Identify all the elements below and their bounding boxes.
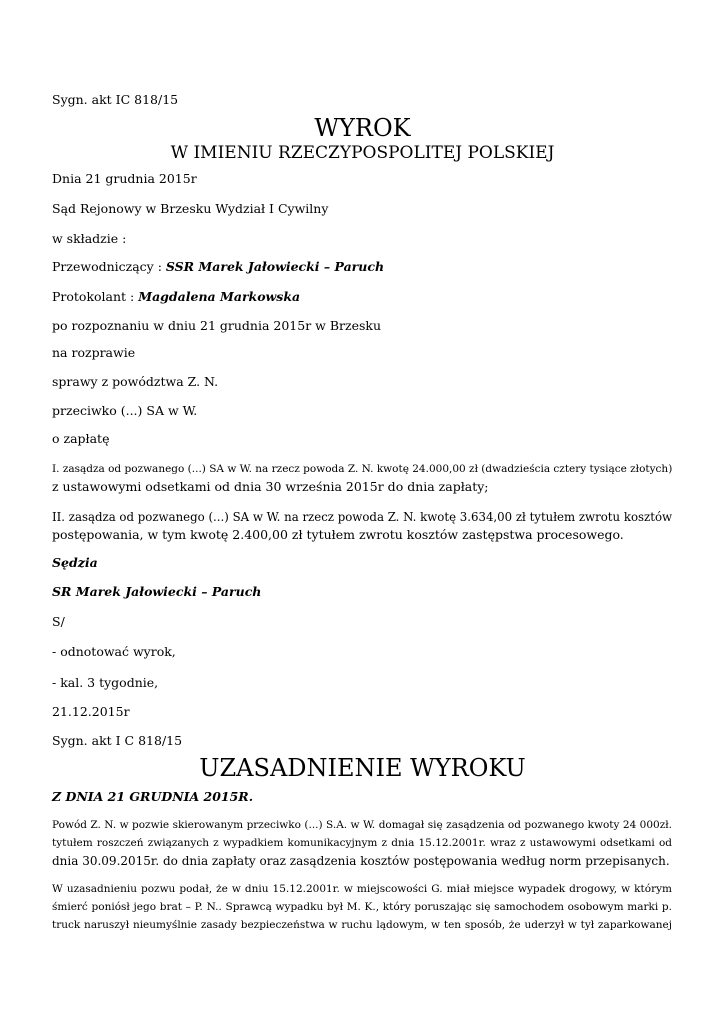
verdict-point-1-line: I. zasądza od pozwanego (...) SA w W. na rzecz powoda Z. N. kwotę 24.000,00 zł (dwadzieścia cztery tysiące złotych) [52,463,673,475]
justification-title: UZASADNIENIE WYROKU [199,754,526,782]
paragraph-2-line: W uzasadnieniu pozwu podał, że w dniu 15.12.2001r. w miejscowości G. miał miejsce wypadek drogowy, w którym [52,883,672,895]
justification-paragraph-1 [52,816,672,870]
paragraph-1-line: tytułem roszczeń związanych z wypadkiem komunikacyjnym z dnia 15.12.2001r. wraz z ustawowymi odsetkami od [52,837,672,849]
judge-name: SR Marek Jałowiecki – Paruch [52,584,262,599]
note-calendar: - kal. 3 tygodnie, [52,675,159,690]
paragraph-2-line: truck naruszył nieumyślnie zasady bezpieczeństwa w ruchu lądowym, w ten sposób, że uderzył w tył zaparkowanej [52,919,672,931]
hearing-type: na rozprawie [52,345,136,360]
chair-label: Przewodniczący : [52,259,166,274]
verdict-point-2-line: II. zasądza od pozwanego (...) SA w W. na rzecz powoda Z. N. kwotę 3.634,00 zł tytułem zwrotu kosztów [52,510,673,524]
court-name: Sąd Rejonowy w Brzesku Wydział I Cywilny [52,201,329,216]
clerk-line [52,289,300,305]
justification-paragraph-2 [52,880,672,934]
clerk-label: Protokolant : [52,289,139,304]
chair-name: SSR Marek Jałowiecki – Paruch [165,259,385,274]
s-mark: S/ [52,614,65,629]
against-line: przeciwko (...) SA w W. [52,403,198,418]
case-from: sprawy z powództwa Z. N. [52,374,219,389]
subject-line: o zapłatę [52,431,110,446]
note-date: 21.12.2015r [52,704,130,719]
composition-label: w składzie : [52,231,127,246]
verdict-date: Dnia 21 grudnia 2015r [52,171,197,186]
verdict-point-2-line: postępowania, w tym kwotę 2.400,00 zł tytułem zwrotu kosztów zastępstwa procesowego. [52,527,624,542]
verdict-point-1-line: z ustawowymi odsetkami od dnia 30 września 2015r do dnia zapłaty; [52,479,489,494]
note-record: - odnotować wyrok, [52,644,176,659]
paragraph-1-line: Powód Z. N. w pozwie skierowanym przeciwko (...) S.A. w W. domagał się zasądzenia od pozwanego kwoty 24 000zł. [52,819,672,831]
chair-line [52,259,384,275]
verdict-title: WYROK [314,114,411,142]
paragraph-1-line: dnia 30.09.2015r. do dnia zapłaty oraz zasądzenia kosztów postępowania według norm przepisanych. [52,854,670,868]
case-signature-top: Sygn. akt IC 818/15 [52,92,179,107]
hearing-line: po rozpoznaniu w dniu 21 grudnia 2015r w Brzesku [52,318,382,333]
clerk-name: Magdalena Markowska [138,289,301,304]
verdict-point-2 [52,508,672,544]
judge-label: Sędzia [52,555,98,570]
justification-date: Z DNIA 21 GRUDNIA 2015R. [52,789,254,804]
verdict-point-1 [52,460,672,496]
verdict-subtitle: W IMIENIU RZECZYPOSPOLITEJ POLSKIEJ [170,143,555,163]
case-signature-bottom: Sygn. akt I C 818/15 [52,733,183,748]
paragraph-2-line: śmierć poniósł jego brat – P. N.. Sprawcą wypadku był M. K., który poruszając się samochodem osobowym marki p. [52,901,672,913]
